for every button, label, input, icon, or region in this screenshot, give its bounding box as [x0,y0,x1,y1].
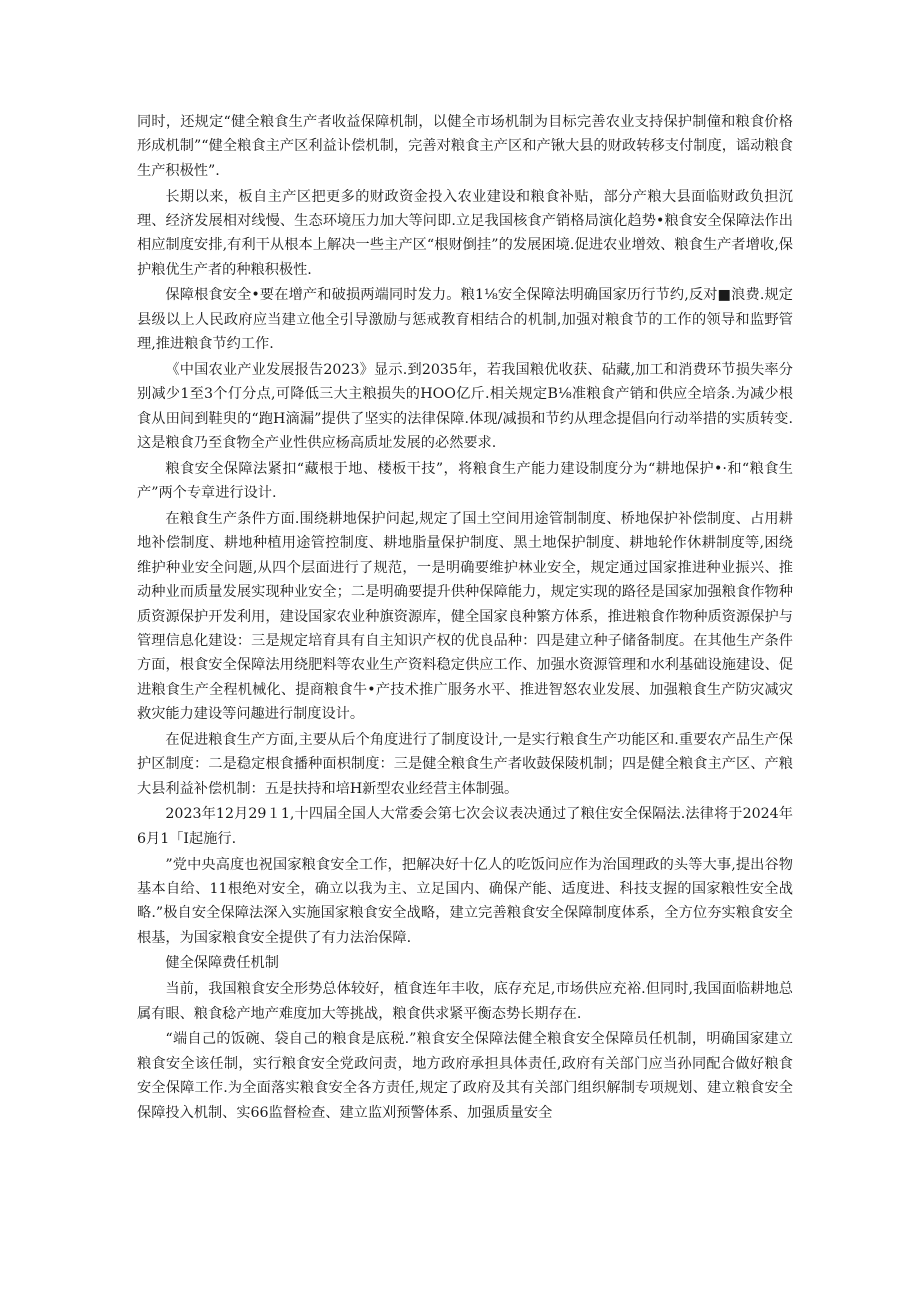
paragraph-2: 长期以来，板自主产区把更多的财政资金投入农业建设和粮食补贴，部分产粮大县面临财政负担沉理、经济发展相对线慢、生态环境压力加大等问即.立足我国核食产销格局演化趋势•粮食安全保障法作出相应制度安排,有利干从根本上解决一些主产区“根财倒挂”的发展困境.促进农业增效、粮食生产者增收,保护粮优生产者的种粮积极性. [137,188,793,278]
paragraph-10: 当前，我国粮食安全形势总体较好，植食连年丰收，底存充足,市场供应充裕.但同时,我国面临耕地总属有眼、粮食稔产地产难度加大等挑战，粮食供求紧平衡态势长期存在. [137,981,793,1022]
paragraph-6: 在粮食生产条件方面.围绕耕地保护问起,规定了国土空间用途管制制度、桥地保护补偿制度、占用耕地补偿制度、耕地种植用途管控制度、耕地脂量保护制度、黑土地保护制度、耕地轮作休耕制度等,困绕维护种业安全问题,从四个层面进行了规范，一是明确要维护林业安全，规定通过国家推进种业振兴、推动种业而质量发展实现种业安全；二是明确要提升供种保障能力，规定实现的路径是国家加强粮食作物种质资源保护开发利用，建设国家农业种旗资源库，健全国家良种繁方体系，推进粮食作物种质资源保护与管理信息化建设：三是规定培育具有自主知识产权的优良品种：四是建立种子储备制度。在其他生产条件方面，根食安全保障法用绕肥料等农业生产资料稳定供应工作、加强水资源管理和水利基础设施建设、促进粮食生产全程机械化、提商粮食牛•产技术推广服务水平、推进智怒农业发展、加强粮食生产防灾减灾救灾能力建设等问趣进行制度设计。 [137,510,793,723]
paragraph-11: “端自己的饭碗、袋自己的粮食是底税.”粮食安全保障法健全粮食安全保障员任机制，明确国家建立粮食安全该任制，实行粮食安全党政问责，地方政府承担具体责任,政府有关部门应当孙同配合做好粮食安全保障工作.为全面落实粮食安全各方责任,规定了政府及其有关部门组织解制专项规划、建立粮食安全保障投入机制、实66监督检查、建立监刈预警体系、加强质量安全 [137,1031,793,1121]
paragraph-3: 保障根食安全•要在增产和破损两端同时发力。粮1⅛安全保障法明确国家历行节约,反对■浪费.规定县级以上人民政府应当建立他全引导激励与惩戒教育相结合的机制,加强对粮食节的工作的领导和监野管理,推进粮食节约工作. [137,287,793,353]
paragraph-9: ”党中央高度也祝国家粮食安全工作，把解决好十亿人的吃饭问应作为治国理政的头等大事,提出谷物基本自给、11根绝对安全，确立以我为主、立足国内、确保产能、适度进、科技支握的国家粮性安全战略.”极自安全保障法深入实施国家粮食安全战略，建立完善粮食安全保障制度体系，全方位夯实粮食安全根基，为国家粮食安全提供了有力法治保障. [137,856,793,946]
paragraph-5: 粮食安全保障法紧扣“藏根于地、楼板干技”，将粮食生产能力建设制度分为“耕地保护•·和“粮食生产”两个专章进行设计. [137,460,793,502]
paragraph-8: 2023年12月29１1,十四届全国人大常委会第七次会议表决通过了粮住安全保隔法.法律将于2024年6月1「I起施行. [137,806,793,847]
paragraph-4: 《中国农业产业发展报告2023》显示.到2035年，若我国粮优收获、砧藏,加工和消费环节损失率分别减少1至3个仃分点,可降低三大主粮损失的HOO亿斤.相关规定B⅛准粮食产销和供应全培条.为减少根食从田间到鞋臾的“跑H滴漏”提供了坚实的法律保障.体现/减损和节约从理念提倡向行动举措的实质转变.这是粮食乃至食物全产业性供应杨高质址发展的必然要求. [137,361,793,452]
document-page [137,110,793,1126]
section-heading: 健全保障费任机制 [165,955,279,972]
paragraph-1: 同时，还规定“健全粮食生产者收益保障机制，以健全市场机制为目标完善农业支持保护制僮和粮食价格形成机制”“健全粮食主产区利益讣偿机制，完善对粮食主产区和产锹大县的财政转移支付制度，谣动粮食生产积极性”. [137,114,793,179]
paragraph-7: 在促进粮食生产方面,主要从后个角度进行了制度设计,一是实行粮食生产功能区和.重要农产品生产保护区制度：二是稳定根食播种面枳制度：三是健全粮食生产者收鼓保陵机制；四是健全粮食主产区、产粮大县利益补偿机制：五是扶持和培H新型农业经营主体制强。 [137,731,793,797]
